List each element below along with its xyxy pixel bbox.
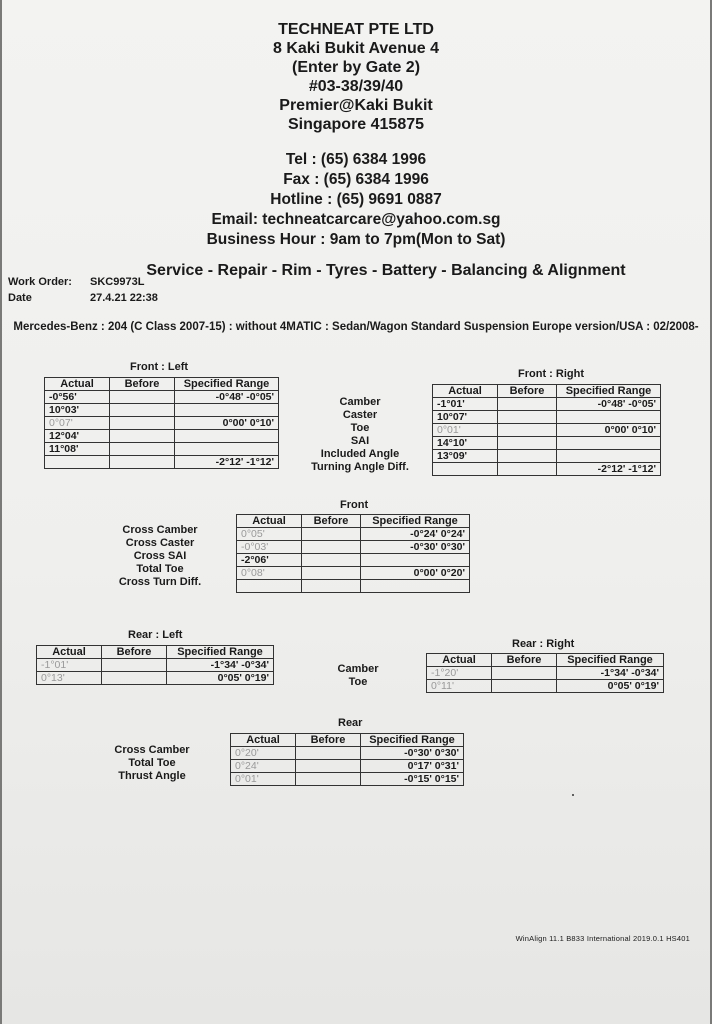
col-actual: Actual bbox=[37, 646, 102, 659]
spec-cell: -2°12' -1°12' bbox=[175, 456, 279, 469]
table-row bbox=[45, 430, 279, 443]
date-value: 27.4.21 22:38 bbox=[90, 292, 158, 304]
front-left-table bbox=[44, 377, 279, 469]
label-caster: Caster bbox=[342, 409, 378, 421]
actual-cell: 0°01' bbox=[433, 424, 498, 437]
table-row bbox=[237, 580, 470, 593]
table-row bbox=[433, 398, 661, 411]
actual-cell: 13°09' bbox=[433, 450, 498, 463]
software-footer: WinAlign 11.1 B833 International 2019.0.1 HS401 bbox=[515, 934, 690, 943]
date bbox=[8, 292, 158, 304]
before-cell bbox=[110, 443, 175, 456]
email: Email: techneatcarcare@yahoo.com.sg bbox=[211, 211, 501, 228]
before-cell bbox=[296, 747, 361, 760]
col-actual: Actual bbox=[237, 515, 302, 528]
spec-cell: -0°30' 0°30' bbox=[361, 541, 470, 554]
spec-cell: 0°00' 0°20' bbox=[361, 567, 470, 580]
col-spec: Specified Range bbox=[167, 646, 274, 659]
col-before: Before bbox=[302, 515, 361, 528]
col-spec: Specified Range bbox=[361, 515, 470, 528]
col-actual: Actual bbox=[231, 734, 296, 747]
actual-cell: 0°11' bbox=[427, 680, 492, 693]
spec-cell bbox=[175, 404, 279, 417]
before-cell bbox=[302, 528, 361, 541]
actual-cell: 0°01' bbox=[231, 773, 296, 786]
rear-left-title: Rear : Left bbox=[128, 629, 183, 641]
spec-cell bbox=[361, 580, 470, 593]
front-left-title: Front : Left bbox=[130, 361, 189, 373]
label-cross-camber: Cross Camber bbox=[122, 524, 198, 536]
before-cell bbox=[498, 450, 557, 463]
before-cell bbox=[110, 417, 175, 430]
stray-mark bbox=[572, 794, 574, 796]
actual-cell bbox=[237, 580, 302, 593]
table-row bbox=[45, 404, 279, 417]
col-spec: Specified Range bbox=[557, 654, 664, 667]
before-cell bbox=[498, 437, 557, 450]
actual-cell: 0°13' bbox=[37, 672, 102, 685]
table-row bbox=[237, 554, 470, 567]
col-before: Before bbox=[296, 734, 361, 747]
rear-left-table bbox=[36, 645, 274, 685]
label-cross-turn-diff: Cross Turn Diff. bbox=[118, 576, 202, 588]
col-spec: Specified Range bbox=[175, 378, 279, 391]
spec-cell: -0°15' 0°15' bbox=[361, 773, 464, 786]
col-actual: Actual bbox=[427, 654, 492, 667]
label-camber: Camber bbox=[339, 396, 381, 408]
date-label: Date bbox=[8, 292, 32, 304]
actual-cell: 0°24' bbox=[231, 760, 296, 773]
col-before: Before bbox=[110, 378, 175, 391]
table-row bbox=[231, 773, 464, 786]
vehicle-description: Mercedes-Benz : 204 (C Class 2007-15) : without 4MATIC : Sedan/Wagon Standard Suspension Europe version/USA : 02/2008- bbox=[13, 321, 699, 333]
services-line: Service - Repair - Rim - Tyres - Battery - Balancing & Alignment bbox=[146, 262, 626, 279]
table-row bbox=[45, 417, 279, 430]
label-toe: Toe bbox=[350, 422, 370, 434]
before-cell bbox=[296, 773, 361, 786]
front-table bbox=[236, 514, 470, 593]
col-before: Before bbox=[498, 385, 557, 398]
spec-cell: 0°00' 0°10' bbox=[557, 424, 661, 437]
table-row bbox=[427, 667, 664, 680]
before-cell bbox=[498, 398, 557, 411]
table-row bbox=[231, 760, 464, 773]
spec-cell: -0°48' -0°05' bbox=[175, 391, 279, 404]
spec-cell bbox=[361, 554, 470, 567]
actual-cell bbox=[433, 463, 498, 476]
actual-cell bbox=[45, 456, 110, 469]
table-row bbox=[427, 680, 664, 693]
company-name: TECHNEAT PTE LTD bbox=[278, 21, 434, 38]
address-line: 8 Kaki Bukit Avenue 4 bbox=[273, 40, 439, 57]
company-block bbox=[2, 20, 710, 134]
address-line: (Enter by Gate 2) bbox=[291, 59, 421, 76]
actual-cell: -1°01' bbox=[37, 659, 102, 672]
spec-cell bbox=[557, 437, 661, 450]
table-row bbox=[433, 411, 661, 424]
spec-cell: -0°30' 0°30' bbox=[361, 747, 464, 760]
col-actual: Actual bbox=[45, 378, 110, 391]
table-row bbox=[237, 541, 470, 554]
table-row bbox=[231, 747, 464, 760]
table-row bbox=[45, 391, 279, 404]
label-cross-sai: Cross SAI bbox=[133, 550, 187, 562]
label-thrust-angle: Thrust Angle bbox=[118, 770, 186, 782]
before-cell bbox=[110, 404, 175, 417]
actual-cell: 11°08' bbox=[45, 443, 110, 456]
label-sai: SAI bbox=[350, 435, 370, 447]
label-total-toe: Total Toe bbox=[128, 757, 176, 769]
before-cell bbox=[110, 456, 175, 469]
actual-cell: -0°03' bbox=[237, 541, 302, 554]
table-row bbox=[433, 450, 661, 463]
col-spec: Specified Range bbox=[361, 734, 464, 747]
printout-page bbox=[2, 0, 710, 1024]
rear-title: Rear bbox=[338, 717, 363, 729]
address-line: Premier@Kaki Bukit bbox=[279, 97, 433, 114]
actual-cell: -1°20' bbox=[427, 667, 492, 680]
business-hours: Business Hour : 9am to 7pm(Mon to Sat) bbox=[206, 231, 506, 248]
work-order bbox=[8, 276, 144, 288]
before-cell bbox=[302, 580, 361, 593]
label-total-toe: Total Toe bbox=[136, 563, 184, 575]
actual-cell: 10°03' bbox=[45, 404, 110, 417]
table-row bbox=[433, 424, 661, 437]
spec-cell: 0°17' 0°31' bbox=[361, 760, 464, 773]
spec-cell: 0°05' 0°19' bbox=[167, 672, 274, 685]
spec-cell: -0°48' -0°05' bbox=[557, 398, 661, 411]
actual-cell: -1°01' bbox=[433, 398, 498, 411]
before-cell bbox=[498, 424, 557, 437]
label-toe: Toe bbox=[348, 676, 368, 688]
front-right-table bbox=[432, 384, 661, 476]
spec-cell: 0°05' 0°19' bbox=[557, 680, 664, 693]
col-actual: Actual bbox=[433, 385, 498, 398]
rear-table bbox=[230, 733, 464, 786]
spec-cell bbox=[175, 430, 279, 443]
actual-cell: 0°08' bbox=[237, 567, 302, 580]
front-labels bbox=[304, 396, 416, 474]
spec-cell: -1°34' -0°34' bbox=[167, 659, 274, 672]
front-title: Front bbox=[340, 499, 369, 511]
actual-cell: 0°20' bbox=[231, 747, 296, 760]
before-cell bbox=[498, 463, 557, 476]
spec-cell: -2°12' -1°12' bbox=[557, 463, 661, 476]
col-spec: Specified Range bbox=[557, 385, 661, 398]
table-row bbox=[45, 456, 279, 469]
label-cross-caster: Cross Caster bbox=[125, 537, 195, 549]
label-turning-angle-diff: Turning Angle Diff. bbox=[311, 461, 409, 473]
label-camber: Camber bbox=[337, 663, 379, 675]
spec-cell bbox=[557, 450, 661, 463]
hotline: Hotline : (65) 9691 0887 bbox=[270, 191, 442, 208]
spec-cell: 0°00' 0°10' bbox=[175, 417, 279, 430]
work-order-value: SKC9973L bbox=[90, 276, 145, 288]
before-cell bbox=[102, 659, 167, 672]
label-included-angle: Included Angle bbox=[320, 448, 400, 460]
work-order-label: Work Order: bbox=[8, 276, 72, 288]
actual-cell: 10°07' bbox=[433, 411, 498, 424]
table-row bbox=[37, 659, 274, 672]
actual-cell: 12°04' bbox=[45, 430, 110, 443]
table-row bbox=[37, 672, 274, 685]
col-before: Before bbox=[492, 654, 557, 667]
label-cross-camber: Cross Camber bbox=[114, 744, 190, 756]
before-cell bbox=[110, 391, 175, 404]
spec-cell bbox=[175, 443, 279, 456]
table-row bbox=[237, 528, 470, 541]
tel: Tel : (65) 6384 1996 bbox=[285, 151, 427, 168]
col-before: Before bbox=[102, 646, 167, 659]
address-line: #03-38/39/40 bbox=[308, 78, 404, 95]
spec-cell bbox=[557, 411, 661, 424]
before-cell bbox=[492, 667, 557, 680]
table-row bbox=[237, 567, 470, 580]
spec-cell: -0°24' 0°24' bbox=[361, 528, 470, 541]
before-cell bbox=[302, 567, 361, 580]
table-row bbox=[433, 463, 661, 476]
front-right-title: Front : Right bbox=[518, 368, 584, 380]
rear-cross-labels bbox=[102, 744, 202, 783]
spec-cell: -1°34' -0°34' bbox=[557, 667, 664, 680]
contact-block bbox=[2, 150, 710, 250]
front-cross-labels bbox=[106, 524, 214, 589]
before-cell bbox=[102, 672, 167, 685]
actual-cell: 0°07' bbox=[45, 417, 110, 430]
before-cell bbox=[498, 411, 557, 424]
address-line: Singapore 415875 bbox=[287, 116, 425, 133]
table-row bbox=[433, 437, 661, 450]
rear-right-table bbox=[426, 653, 664, 693]
actual-cell: 0°05' bbox=[237, 528, 302, 541]
before-cell bbox=[110, 430, 175, 443]
fax: Fax : (65) 6384 1996 bbox=[283, 171, 429, 188]
actual-cell: -0°56' bbox=[45, 391, 110, 404]
before-cell bbox=[296, 760, 361, 773]
before-cell bbox=[492, 680, 557, 693]
table-row bbox=[45, 443, 279, 456]
rear-labels bbox=[322, 663, 394, 689]
rear-right-title: Rear : Right bbox=[512, 638, 575, 650]
before-cell bbox=[302, 541, 361, 554]
actual-cell: 14°10' bbox=[433, 437, 498, 450]
actual-cell: -2°06' bbox=[237, 554, 302, 567]
before-cell bbox=[302, 554, 361, 567]
